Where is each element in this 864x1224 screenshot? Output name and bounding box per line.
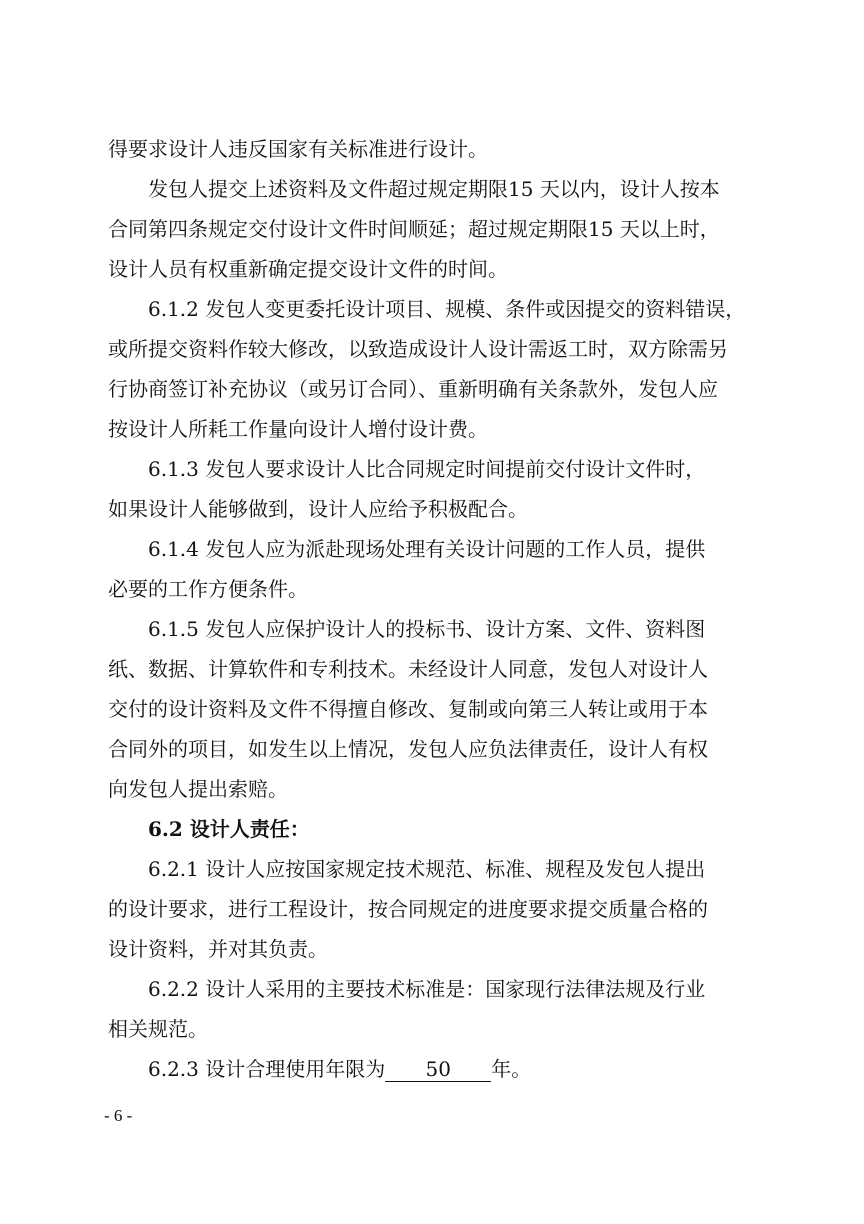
paragraph-line: 交付的设计资料及文件不得擅自修改、复制或向第三人转让或用于本 [108,697,708,721]
paragraph-line: 设计人员有权重新确定提交设计文件的时间。 [108,257,508,281]
paragraph-line: 或所提交资料作较大修改，以致造成设计人设计需返工时，双方除需另 [108,337,728,361]
paragraph-line: 合同外的项目，如发生以上情况，发包人应负法律责任，设计人有权 [108,737,708,761]
service-life-unit: 年。 [491,1057,532,1081]
service-life-label: 6.2.3 设计合理使用年限为 [148,1057,386,1081]
paragraph-line: 得要求设计人违反国家有关标准进行设计。 [108,137,488,161]
paragraph-line: 的设计要求，进行工程设计，按合同规定的进度要求提交质量合格的 [108,897,708,921]
paragraph-line: 纸、数据、计算软件和专利技术。未经设计人同意，发包人对设计人 [108,657,708,681]
paragraph-line: 6.2.2 设计人采用的主要技术标准是：国家现行法律法规及行业 [148,977,706,1001]
paragraph-line: 向发包人提出索赔。 [108,777,288,801]
paragraph-line: 6.1.2 发包人变更委托设计项目、规模、条件或因提交的资料错误， [148,297,746,321]
paragraph-line: 按设计人所耗工作量向设计人增付设计费。 [108,417,488,441]
body-text [108,129,764,1089]
section-heading: 6.2 设计人责任： [148,817,310,841]
paragraph-line: 行协商签订补充协议（或另订合同）、重新明确有关条款外，发包人应 [108,377,718,401]
paragraph-line: 设计资料，并对其负责。 [108,937,328,961]
paragraph-line: 发包人提交上述资料及文件超过规定期限15 天以内，设计人按本 [148,177,720,201]
paragraph-line: 6.1.4 发包人应为派赴现场处理有关设计问题的工作人员，提供 [148,537,706,561]
paragraph-line: 必要的工作方便条件。 [108,577,308,601]
paragraph-line: 如果设计人能够做到，设计人应给予积极配合。 [108,497,528,521]
page-number: - 6 - [104,1106,133,1125]
paragraph-line: 合同第四条规定交付设计文件时间顺延；超过规定期限15 天以上时， [108,217,720,241]
paragraph-line: 相关规范。 [108,1017,208,1041]
service-life-line [108,1049,764,1089]
service-life-value: 50 [385,1057,491,1082]
paragraph-line: 6.2.1 设计人应按国家规定技术规范、标准、规程及发包人提出 [148,857,706,881]
paragraph-line: 6.1.5 发包人应保护设计人的投标书、设计方案、文件、资料图 [148,617,706,641]
paragraph-line: 6.1.3 发包人要求设计人比合同规定时间提前交付设计文件时， [148,457,706,481]
